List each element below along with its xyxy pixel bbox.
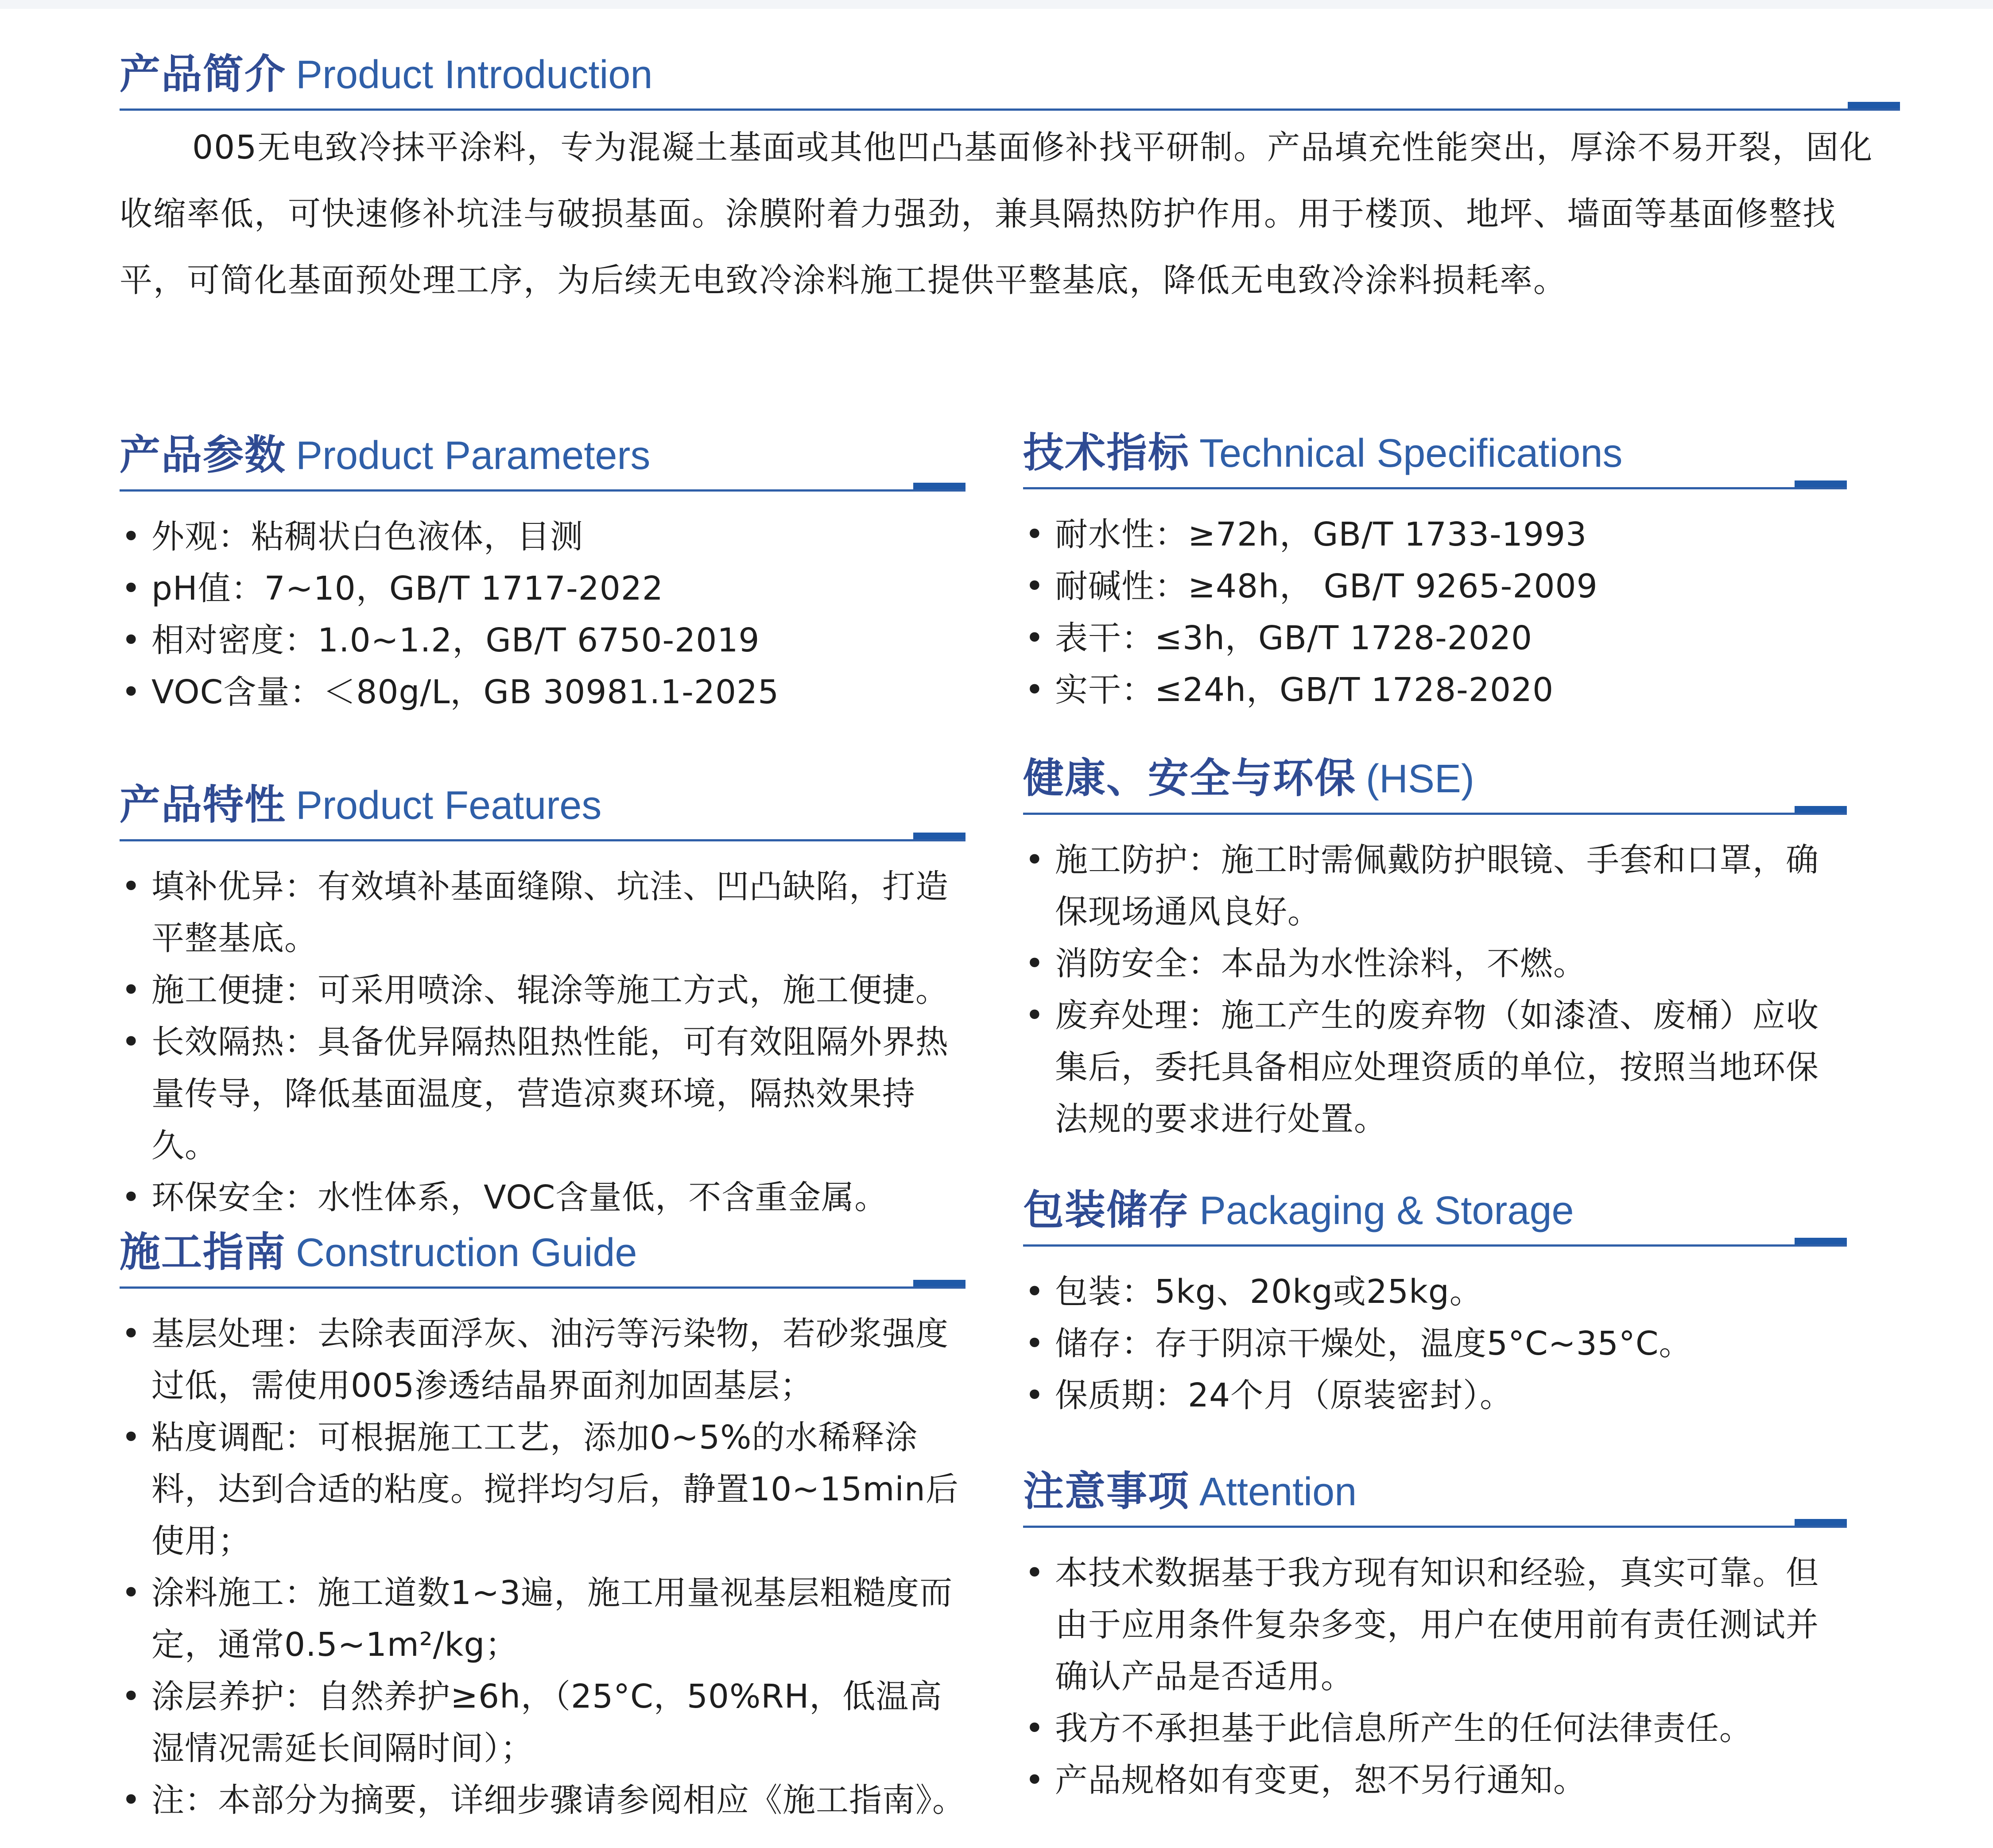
intro-paragraph: 005无电致冷抹平涂料，专为混凝土基面或其他凹凸基面修补找平研制。产品填充性能突出，厚涂不易开裂，固化收缩率低，可快速修补坑洼与破损基面。涂膜附着力强劲，兼具隔热防护作用。用于楼顶、地坪、墙面等基面修整找平，可简化基面预处理工序，为后续无电致冷涂料施工提供平整基底，降低无电致冷涂料损耗率。 (120, 128, 1873, 299)
item-text: 涂层养护：自然养护≥6h，（25°C，50%RH，低温高湿情况需延长间隔时间）； (151, 1678, 942, 1767)
section-title (120, 772, 601, 831)
guide-list (120, 1308, 965, 1826)
list-item (1023, 834, 1847, 938)
section-intro (120, 44, 1900, 314)
title-cn: 注意事项 (1023, 1468, 1190, 1515)
title-cn: 健康、安全与环保 (1023, 755, 1357, 802)
bullet-icon: • (121, 1315, 141, 1353)
bullet-icon: • (121, 1781, 141, 1819)
list-item (120, 1671, 965, 1774)
header-accent (1795, 1238, 1847, 1244)
attention-list (1023, 1547, 1847, 1806)
header-rule (120, 108, 1900, 111)
item-text: 基层处理：去除表面浮灰、油污等污染物，若砂浆强度过低，需使用005渗透结晶界面剂加固基层； (151, 1315, 949, 1405)
list-item (1023, 1266, 1847, 1318)
bullet-icon: • (1025, 945, 1045, 983)
section-header (120, 425, 965, 492)
item-text: 保质期：24个月（原装密封）。 (1055, 1376, 1513, 1414)
section-guide (120, 1222, 965, 1826)
item-text: 产品规格如有变更，恕不另行通知。 (1055, 1761, 1586, 1799)
hse-list (1023, 834, 1847, 1145)
item-text: 长效隔热：具备优异隔热阻热性能，可有效阻隔外界热量传导，降低基面温度，营造凉爽环境，隔热效果持久。 (151, 1023, 949, 1165)
title-en: Product Features (296, 783, 602, 828)
item-text: 表干：≤3h，GB/T 1728-2020 (1055, 619, 1533, 657)
title-cn: 包装储存 (1023, 1186, 1190, 1234)
item-text: 施工防护：施工时需佩戴防护眼镜、手套和口罩，确保现场通风良好。 (1055, 841, 1819, 931)
section-storage (1023, 1180, 1847, 1422)
list-item (120, 965, 965, 1016)
item-text: 注：本部分为摘要，详细步骤请参阅相应《施工指南》。 (151, 1781, 965, 1819)
list-item (120, 1567, 965, 1671)
bullet-icon: • (1025, 619, 1045, 657)
section-title (1023, 420, 1623, 479)
item-text: 废弃处理：施工产生的废弃物（如漆渣、废桶）应收集后，委托具备相应处理资质的单位，按照当地环保法规的要求进行处置。 (1055, 996, 1819, 1138)
item-text: pH值：7~10，GB/T 1717-2022 (151, 570, 663, 608)
section-title (1023, 1178, 1574, 1236)
bullet-icon: • (1025, 1325, 1045, 1363)
item-text: 粘度调配：可根据施工工艺，添加0~5%的水稀释涂料，达到合适的粘度。搅拌均匀后，静置10~15min后使用； (151, 1418, 959, 1560)
list-item (120, 861, 965, 965)
list-item (1023, 1703, 1847, 1755)
list-item (120, 1172, 965, 1224)
list-item (1023, 990, 1847, 1145)
item-text: 环保安全：水性体系，VOC含量低，不含重金属。 (151, 1178, 888, 1217)
header-accent (1848, 102, 1900, 108)
section-title (120, 1220, 637, 1278)
bullet-icon: • (121, 621, 141, 659)
list-item (120, 615, 965, 666)
title-cn: 技术指标 (1023, 429, 1190, 477)
section-title (120, 42, 653, 100)
list-item (120, 666, 965, 718)
section-attention (1023, 1461, 1847, 1806)
item-text: 我方不承担基于此信息所产生的任何法律责任。 (1055, 1709, 1753, 1747)
item-text: 消防安全：本品为水性涂料，不燃。 (1055, 945, 1586, 983)
list-item (120, 1412, 965, 1567)
bullet-icon: • (1025, 671, 1045, 709)
bullet-icon: • (121, 570, 141, 608)
bullet-icon: • (121, 518, 141, 556)
header-rule (1023, 1244, 1847, 1247)
title-cn: 产品参数 (120, 431, 287, 479)
section-hse (1023, 748, 1847, 1145)
bullet-icon: • (1025, 841, 1045, 879)
bullet-icon: • (1025, 1554, 1045, 1592)
bullet-icon: • (1025, 1376, 1045, 1414)
item-text: 本技术数据基于我方现有知识和经验，真实可靠。但由于应用条件复杂多变，用户在使用前有责任测试并确认产品是否适用。 (1055, 1554, 1819, 1696)
section-features (120, 775, 965, 1224)
item-text: VOC含量：＜80g/L，GB 30981.1-2025 (151, 673, 779, 711)
header-accent (913, 1280, 965, 1286)
item-text: 填补优异：有效填补基面缝隙、坑洼、凹凸缺陷，打造平整基底。 (151, 868, 949, 957)
bullet-icon: • (1025, 567, 1045, 605)
bullet-icon: • (1025, 1709, 1045, 1747)
header-rule (120, 839, 965, 841)
item-text: 涂料施工：施工道数1~3遍，施工用量视基层粗糙度而定，通常0.5~1m²/kg； (151, 1574, 953, 1664)
section-header (120, 44, 1900, 111)
header-accent (1795, 480, 1847, 487)
features-list (120, 861, 965, 1224)
header-rule (120, 1286, 965, 1289)
list-item (1023, 561, 1847, 612)
item-text: 实干：≤24h，GB/T 1728-2020 (1055, 671, 1554, 709)
list-item (120, 1774, 965, 1826)
section-header (1023, 1180, 1847, 1247)
specs-list (1023, 509, 1847, 716)
title-cn: 产品简介 (120, 50, 287, 98)
header-accent (913, 833, 965, 839)
bullet-icon: • (121, 1178, 141, 1217)
storage-list (1023, 1266, 1847, 1422)
header-rule (120, 489, 965, 492)
bullet-icon: • (121, 1574, 141, 1612)
item-text: 包装：5kg、20kg或25kg。 (1055, 1273, 1483, 1311)
section-specs (1023, 423, 1847, 716)
item-text: 外观：粘稠状白色液体，目测 (151, 518, 583, 556)
bullet-icon: • (121, 868, 141, 906)
title-en: Attention (1199, 1470, 1357, 1514)
list-item (1023, 1370, 1847, 1422)
section-title (1023, 1459, 1357, 1517)
section-parameters (120, 425, 965, 718)
section-title (1023, 746, 1474, 804)
item-text: 耐碱性：≥48h， GB/T 9265-2009 (1055, 567, 1598, 605)
item-text: 耐水性：≥72h，GB/T 1733-1993 (1055, 515, 1587, 554)
section-header (120, 775, 965, 841)
parameters-list (120, 511, 965, 718)
list-item (120, 563, 965, 615)
item-text: 施工便捷：可采用喷涂、辊涂等施工方式，施工便捷。 (151, 971, 949, 1009)
list-item (120, 511, 965, 563)
title-cn: 产品特性 (120, 781, 287, 829)
bullet-icon: • (121, 971, 141, 1009)
title-en: Technical Specifications (1199, 431, 1623, 476)
item-text: 相对密度：1.0~1.2，GB/T 6750-2019 (151, 621, 760, 659)
bullet-icon: • (121, 673, 141, 711)
title-en: Product Parameters (296, 434, 651, 478)
bullet-icon: • (1025, 996, 1045, 1034)
section-header (120, 1222, 965, 1289)
list-item (120, 1016, 965, 1172)
bullet-icon: • (121, 1678, 141, 1716)
header-rule (1023, 813, 1847, 815)
header-rule (1023, 487, 1847, 489)
item-text: 储存：存于阴凉干燥处，温度5°C~35°C。 (1055, 1325, 1692, 1363)
list-item (1023, 664, 1847, 716)
title-en: Product Introduction (296, 53, 653, 97)
header-accent (1795, 806, 1847, 813)
list-item (1023, 1547, 1847, 1703)
section-title (120, 422, 650, 481)
list-item (1023, 1755, 1847, 1806)
bullet-icon: • (121, 1418, 141, 1457)
title-cn: 施工指南 (120, 1228, 287, 1276)
bullet-icon: • (1025, 515, 1045, 554)
list-item (120, 1308, 965, 1412)
datasheet-page (120, 0, 1900, 1848)
bullet-icon: • (1025, 1761, 1045, 1799)
title-en: Construction Guide (296, 1231, 637, 1275)
list-item (1023, 938, 1847, 990)
list-item (1023, 612, 1847, 664)
bullet-icon: • (121, 1023, 141, 1061)
section-header (1023, 423, 1847, 489)
section-header (1023, 748, 1847, 815)
header-accent (1795, 1519, 1847, 1526)
header-accent (913, 483, 965, 489)
header-rule (1023, 1526, 1847, 1528)
bullet-icon: • (1025, 1273, 1045, 1311)
list-item (1023, 509, 1847, 561)
section-header (1023, 1461, 1847, 1528)
list-item (1023, 1318, 1847, 1370)
title-en: (HSE) (1366, 757, 1475, 801)
title-en: Packaging & Storage (1199, 1189, 1574, 1233)
